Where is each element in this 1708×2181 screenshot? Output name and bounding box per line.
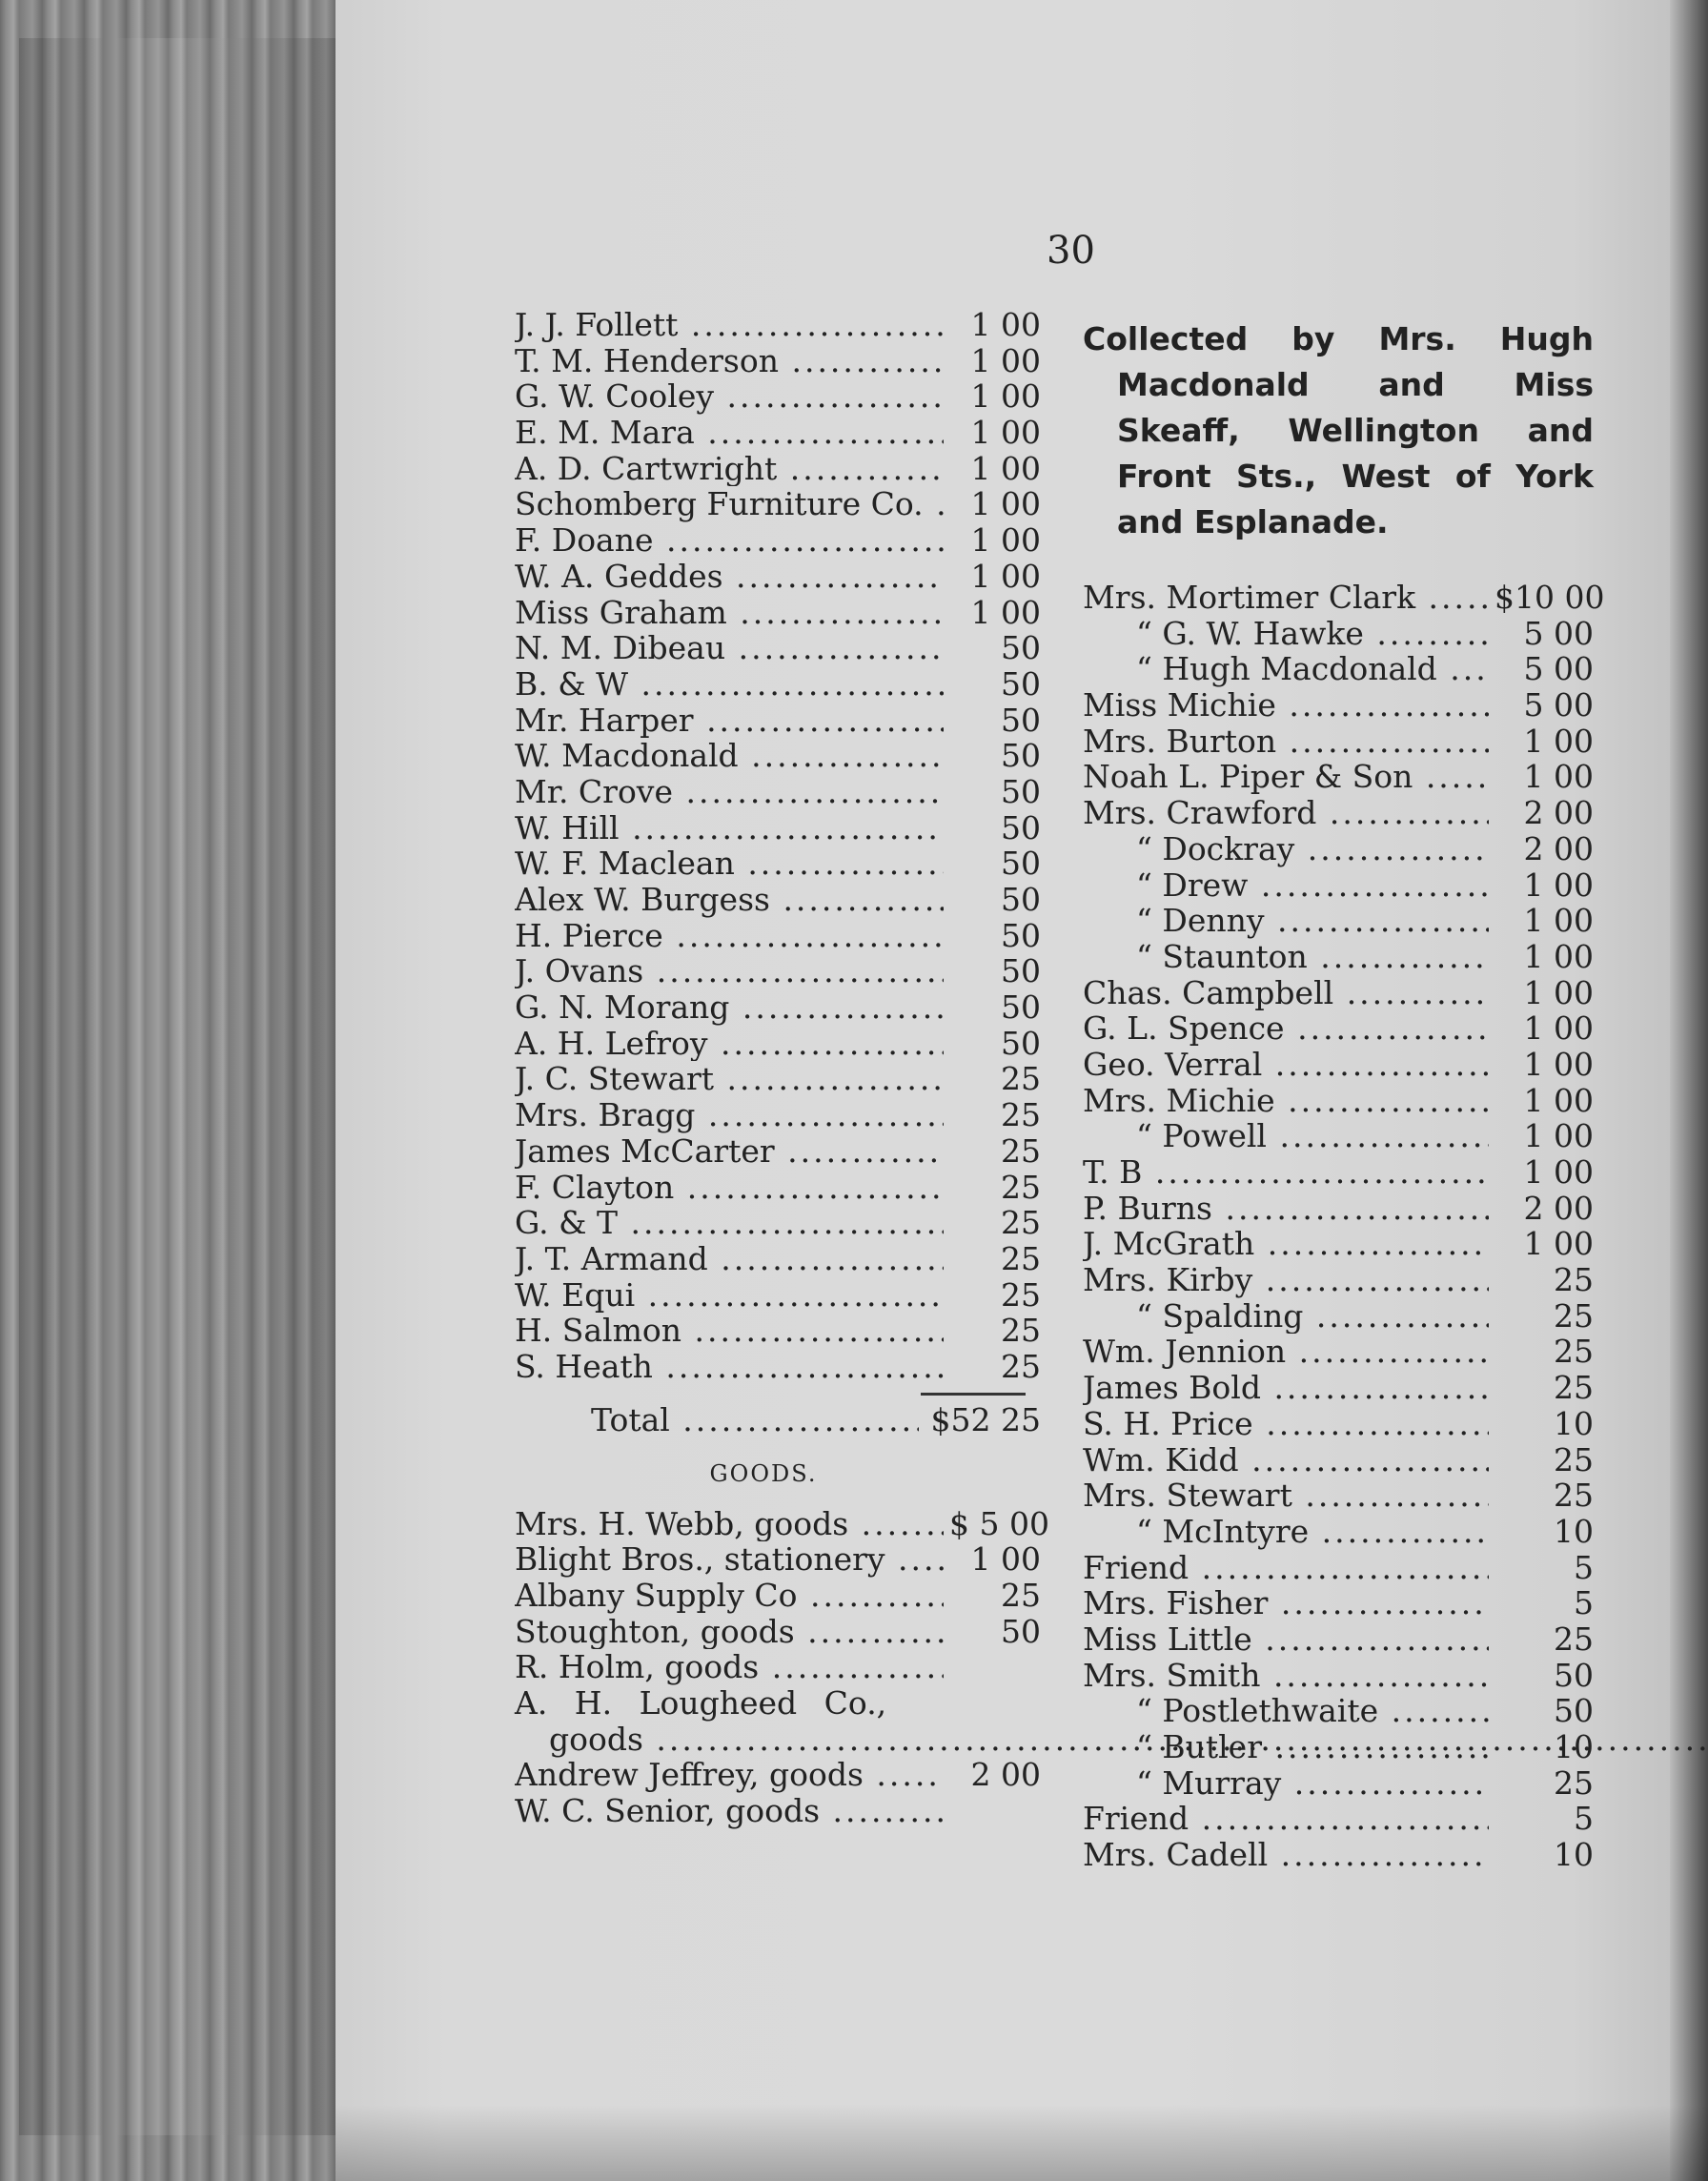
donation-row	[1083, 1693, 1594, 1729]
donation-row-name: Mrs. Michie .....	[1083, 1083, 1489, 1119]
donation-row-name: Mrs. Burton .....	[1083, 724, 1489, 760]
goods-row	[515, 1793, 1041, 1829]
lougheed-line-1	[515, 1685, 1041, 1722]
donation-row-amount: 25	[1554, 1620, 1594, 1658]
donation-row	[1083, 831, 1594, 867]
donation-row-amount: 1 00	[970, 521, 1041, 560]
donation-row	[515, 343, 1041, 379]
donation-row-amount: 1 00	[970, 414, 1041, 452]
donation-row	[515, 1026, 1041, 1062]
donation-row-name: J. Ovans .....	[515, 953, 944, 989]
donation-row	[515, 1205, 1041, 1241]
donation-row	[1083, 1298, 1594, 1335]
donation-row-amount: 1 00	[970, 593, 1041, 631]
donation-row-amount: 1 00	[970, 306, 1041, 343]
donation-row	[1083, 759, 1594, 795]
donation-row-amount: 25	[1554, 1296, 1594, 1335]
donation-row-name: E. M. Mara .....	[515, 415, 944, 451]
donation-row-amount: 25	[1554, 1440, 1594, 1478]
donation-row-name: “ Murray .....	[1136, 1765, 1489, 1802]
donation-row-name: “ Dockray .....	[1136, 831, 1489, 867]
goods-row-amount: 1 00	[970, 1540, 1041, 1579]
donation-row	[515, 451, 1041, 487]
donation-row	[1083, 687, 1594, 724]
donation-row	[515, 1133, 1041, 1170]
donation-row-amount: 25	[1001, 1096, 1041, 1134]
donation-row-amount: 25	[1001, 1168, 1041, 1206]
donation-row-name: Wm. Jennion .....	[1083, 1334, 1489, 1370]
donation-row	[515, 522, 1041, 559]
total-rule	[921, 1393, 1026, 1396]
donation-row-name: J. C. Stewart .....	[515, 1061, 944, 1097]
donation-row-amount: 50	[1001, 664, 1041, 703]
page-bottom-shadow	[336, 2105, 1708, 2181]
donation-row-name: Alex W. Burgess .....	[515, 882, 944, 918]
donation-row	[1083, 1334, 1594, 1370]
donation-row	[515, 415, 1041, 451]
donation-row-amount: 1 00	[1523, 937, 1594, 975]
goods-row-name: Albany Supply Co .....	[515, 1578, 944, 1614]
donation-row-name: Friend .....	[1083, 1801, 1489, 1837]
donation-row-amount: 1 00	[1523, 1153, 1594, 1191]
donation-row-amount: 50	[1001, 881, 1041, 918]
donation-row-amount: 5	[1574, 1800, 1594, 1838]
donation-row-name: Mrs. Crawford .....	[1083, 795, 1489, 831]
donation-row	[515, 1097, 1041, 1133]
goods-row	[515, 1757, 1041, 1793]
donation-row-amount: 1 00	[970, 377, 1041, 416]
donation-row	[1083, 1442, 1594, 1478]
donation-row-amount: 50	[1001, 772, 1041, 810]
goods-row-amount: 50	[1001, 1612, 1041, 1650]
donation-row-amount: 1 00	[1523, 1045, 1594, 1083]
donation-row-name: G. & T .....	[515, 1205, 944, 1241]
donation-row-amount: 50	[1001, 845, 1041, 883]
lougheed-name: A. H. Lougheed Co.,	[515, 1684, 887, 1722]
donation-row	[515, 1241, 1041, 1277]
donation-row	[515, 307, 1041, 343]
donation-row-name: W. Macdonald .....	[515, 738, 944, 774]
donation-row-name: “ Hugh Macdonald .....	[1136, 651, 1489, 687]
donation-row	[1083, 1514, 1594, 1550]
donation-row	[1083, 651, 1594, 687]
donation-row-name: T. M. Henderson .....	[515, 343, 944, 379]
donation-row	[1083, 1406, 1594, 1442]
donation-row	[515, 989, 1041, 1026]
collection-heading	[1083, 316, 1594, 545]
donation-row-name: “ Powell .....	[1136, 1118, 1489, 1154]
donation-row	[515, 703, 1041, 739]
lougheed-goods: goods .....	[549, 1721, 1708, 1758]
total-label: Total .....	[591, 1399, 919, 1441]
donation-row-name: N. M. Dibeau .....	[515, 630, 944, 666]
donation-row-amount: 25	[1001, 1204, 1041, 1242]
donation-row-name: Chas. Campbell .....	[1083, 975, 1489, 1011]
donation-row-name: Mrs. Smith .....	[1083, 1658, 1489, 1694]
goods-row-amount: $ 5 00	[949, 1504, 1049, 1542]
donation-row-amount: 50	[1554, 1656, 1594, 1694]
donation-row-name: “ Drew .....	[1136, 867, 1489, 904]
donation-row	[1083, 939, 1594, 975]
edge-shadow	[19, 38, 381, 2135]
donation-row	[1083, 1837, 1594, 1873]
donation-row	[1083, 579, 1605, 616]
donation-row-name: “ Denny .....	[1136, 903, 1489, 939]
goods-tail-list	[515, 1757, 1041, 1828]
donation-row-amount: 50	[1001, 701, 1041, 739]
donation-row-amount: 25	[1001, 1060, 1041, 1098]
donation-row-amount: $10 00	[1494, 579, 1605, 616]
goods-row	[515, 1614, 1041, 1650]
heading-line-3: Skeaff, Wellington and	[1117, 412, 1594, 449]
donation-row-amount: 1 00	[1523, 902, 1594, 940]
donation-row-amount: 25	[1001, 1347, 1041, 1385]
donation-row-amount: 2 00	[1523, 794, 1594, 832]
donation-row-amount: 5 00	[1523, 686, 1594, 724]
goods-row-name: Mrs. H. Webb, goods .....	[515, 1506, 944, 1542]
lougheed-line-2	[515, 1722, 1041, 1758]
donation-row-name: Mr. Crove .....	[515, 774, 944, 810]
donation-row	[515, 595, 1041, 631]
donation-row	[1083, 1478, 1594, 1514]
donation-row-name: Mrs. Cadell .....	[1083, 1837, 1489, 1873]
goods-row-name: Blight Bros., stationery .....	[515, 1541, 944, 1578]
donation-row-name: “ G. W. Hawke .....	[1136, 616, 1489, 652]
donation-row-name: Mrs. Stewart .....	[1083, 1478, 1489, 1514]
donation-row-name: J. T. Armand .....	[515, 1241, 944, 1277]
donation-row-name: “ Postlethwaite .....	[1136, 1693, 1489, 1729]
donation-row-name: Mr. Harper .....	[515, 703, 944, 739]
donation-row	[515, 953, 1041, 989]
donation-row-amount: 25	[1554, 1369, 1594, 1407]
left-column	[515, 306, 1049, 1829]
donation-row-amount: 1 00	[1523, 1225, 1594, 1263]
donation-row	[515, 559, 1041, 595]
donation-row	[1083, 1765, 1594, 1802]
donation-row-amount: 50	[1001, 1024, 1041, 1062]
donation-row-name: J. J. Follett .....	[515, 307, 944, 343]
donation-row-name: “ Spalding .....	[1136, 1298, 1489, 1335]
donation-row	[515, 666, 1041, 703]
donation-row	[515, 738, 1041, 774]
donation-row-amount: 1 00	[1523, 1117, 1594, 1155]
donation-row-amount: 1 00	[1523, 722, 1594, 760]
donation-row-name: A. D. Cartwright .....	[515, 451, 944, 487]
donation-row-amount: 5 00	[1523, 614, 1594, 652]
donation-row	[515, 1277, 1041, 1314]
right-entries-list	[1083, 579, 1605, 1874]
donation-row-name: S. Heath .....	[515, 1349, 944, 1385]
donation-row	[515, 810, 1041, 846]
donation-row-name: “ McIntyre .....	[1136, 1514, 1489, 1550]
donation-row-amount: 1 00	[970, 557, 1041, 595]
donation-row-amount: 1 00	[1523, 866, 1594, 904]
goods-row-name: Stoughton, goods .....	[515, 1614, 944, 1650]
donation-row-amount: 1 00	[1523, 1009, 1594, 1048]
heading-line-4: Front Sts., West of York	[1117, 458, 1594, 495]
goods-row-name: Andrew Jeffrey, goods .....	[515, 1757, 944, 1793]
donation-row-name: G. N. Morang .....	[515, 989, 944, 1026]
donation-row	[1083, 1118, 1594, 1154]
goods-row	[515, 1578, 1041, 1614]
donation-row-name: B. & W .....	[515, 666, 944, 703]
donation-row	[515, 846, 1041, 882]
donation-row-name: “ Butler .....	[1136, 1729, 1489, 1765]
donation-row-name: Miss Michie .....	[1083, 687, 1489, 724]
donation-row	[1083, 1262, 1594, 1298]
donation-row-name: W. Hill .....	[515, 810, 944, 846]
donation-row-name: Geo. Verral .....	[1083, 1047, 1489, 1083]
donation-row-amount: 25	[1554, 1763, 1594, 1802]
donation-row-amount: 10	[1554, 1404, 1594, 1442]
donation-row-amount: 5 00	[1523, 650, 1594, 688]
donation-row-amount: 50	[1001, 629, 1041, 667]
donation-row	[1083, 867, 1594, 904]
donation-row-name: H. Salmon .....	[515, 1313, 944, 1349]
donation-row	[1083, 1658, 1594, 1694]
donation-row-name: G. W. Cooley .....	[515, 378, 944, 415]
donation-row	[515, 882, 1041, 918]
donation-row-amount: 50	[1001, 916, 1041, 954]
donation-row-amount: 10	[1554, 1728, 1594, 1765]
donation-row-amount: 25	[1554, 1333, 1594, 1371]
donation-row-amount: 25	[1554, 1477, 1594, 1515]
page-number: 30	[1047, 229, 1095, 273]
donation-row-amount: 50	[1001, 808, 1041, 846]
goods-row-amount: 2 00	[970, 1756, 1041, 1794]
donation-row-amount: 25	[1001, 1131, 1041, 1170]
donation-row-name: James Bold .....	[1083, 1370, 1489, 1406]
donation-row-name: Miss Graham .....	[515, 595, 944, 631]
donation-row	[515, 1061, 1041, 1097]
donation-row-name: Wm. Kidd .....	[1083, 1442, 1489, 1478]
donation-row-name: Friend .....	[1083, 1550, 1489, 1586]
goods-row	[515, 1649, 1041, 1685]
heading-line-5: and Esplanade.	[1117, 503, 1389, 540]
heading-line-1: Collected by Mrs. Hugh	[1083, 320, 1594, 357]
donation-row	[1083, 975, 1594, 1011]
donation-row-name: W. F. Maclean .....	[515, 846, 944, 882]
donation-row-name: F. Clayton .....	[515, 1170, 944, 1206]
donation-row-amount: 25	[1001, 1239, 1041, 1277]
donation-row-name: G. L. Spence .....	[1083, 1010, 1489, 1047]
donation-row-amount: 25	[1554, 1261, 1594, 1299]
donation-row-name: James McCarter .....	[515, 1133, 944, 1170]
donation-row-name: F. Doane .....	[515, 522, 944, 559]
donation-row-amount: 1 00	[1523, 973, 1594, 1011]
donation-row-amount: 10	[1554, 1836, 1594, 1874]
donation-row-name: T. B .....	[1083, 1154, 1489, 1191]
donation-row	[1083, 1226, 1594, 1262]
goods-row	[515, 1541, 1041, 1578]
donation-row	[1083, 903, 1594, 939]
goods-row-name: W. C. Senior, goods .....	[515, 1793, 944, 1829]
donation-row	[1083, 1083, 1594, 1119]
donation-row	[515, 774, 1041, 810]
donation-row	[1083, 1047, 1594, 1083]
donation-row	[1083, 1370, 1594, 1406]
donation-row-amount: 1 00	[970, 341, 1041, 379]
left-entries-list	[515, 307, 1041, 1385]
goods-list	[515, 1504, 1049, 1686]
donation-row-amount: 1 00	[970, 485, 1041, 523]
donation-row-amount: 50	[1554, 1692, 1594, 1730]
donation-row-amount: 2 00	[1523, 829, 1594, 867]
donation-row	[1083, 1801, 1594, 1837]
donation-row	[515, 1170, 1041, 1206]
donation-row-name: Schomberg Furniture Co. .....	[515, 486, 944, 522]
donation-row-amount: 50	[1001, 989, 1041, 1027]
donation-row	[515, 918, 1041, 954]
donation-row-amount: 1 00	[1523, 758, 1594, 796]
donation-row-amount: 50	[1001, 952, 1041, 990]
donation-row-amount: 2 00	[1523, 1189, 1594, 1227]
page-gutter-shadow	[1670, 0, 1708, 2181]
donation-row-name: W. A. Geddes .....	[515, 559, 944, 595]
goods-row-name: R. Holm, goods .....	[515, 1649, 944, 1685]
total-row	[591, 1399, 1041, 1441]
donation-row-amount: 50	[1001, 737, 1041, 775]
donation-row	[1083, 724, 1594, 760]
donation-row-amount: 5	[1574, 1548, 1594, 1586]
donation-row-name: Noah L. Piper & Son .....	[1083, 759, 1489, 795]
goods-row	[515, 1504, 1049, 1542]
donation-row	[1083, 1729, 1594, 1765]
donation-row-name: S. H. Price .....	[1083, 1406, 1489, 1442]
donation-row	[1083, 1585, 1594, 1621]
donation-row-amount: 5	[1574, 1584, 1594, 1622]
donation-row	[1083, 616, 1594, 652]
donation-row-amount: 10	[1554, 1512, 1594, 1550]
goods-row-amount: 25	[1001, 1577, 1041, 1614]
donation-row	[515, 486, 1041, 522]
heading-line-2: Macdonald and Miss	[1117, 366, 1594, 403]
donation-row	[1083, 1550, 1594, 1586]
donation-row-name: “ Staunton .....	[1136, 939, 1489, 975]
total-amount: $52 25	[930, 1400, 1041, 1438]
donation-row	[1083, 1191, 1594, 1227]
donation-row-amount: 1 00	[1523, 1081, 1594, 1119]
donation-row	[1083, 1010, 1594, 1047]
donation-row	[1083, 795, 1594, 831]
donation-row	[515, 378, 1041, 415]
goods-heading: GOODS.	[709, 1459, 818, 1487]
donation-row-name: Mrs. Fisher .....	[1083, 1585, 1489, 1621]
donation-row-name: P. Burns .....	[1083, 1191, 1489, 1227]
donation-row-name: J. McGrath .....	[1083, 1226, 1489, 1262]
donation-row-amount: 1 00	[970, 449, 1041, 487]
donation-row	[515, 630, 1041, 666]
donation-row-name: Miss Little .....	[1083, 1621, 1489, 1658]
donation-row-name: Mrs. Kirby .....	[1083, 1262, 1489, 1298]
right-column	[1083, 316, 1605, 1874]
donation-row-name: H. Pierce .....	[515, 918, 944, 954]
donation-row-name: A. H. Lefroy .....	[515, 1026, 944, 1062]
donation-row	[515, 1349, 1041, 1385]
donation-row-name: Mrs. Mortimer Clark .....	[1083, 580, 1489, 616]
donation-row-name: Mrs. Bragg .....	[515, 1097, 944, 1133]
donation-row-amount: 25	[1001, 1312, 1041, 1350]
donation-row-name: W. Equi .....	[515, 1277, 944, 1314]
donation-row	[515, 1313, 1041, 1349]
donation-row	[1083, 1154, 1594, 1191]
donation-row-amount: 25	[1001, 1275, 1041, 1314]
donation-row	[1083, 1621, 1594, 1658]
